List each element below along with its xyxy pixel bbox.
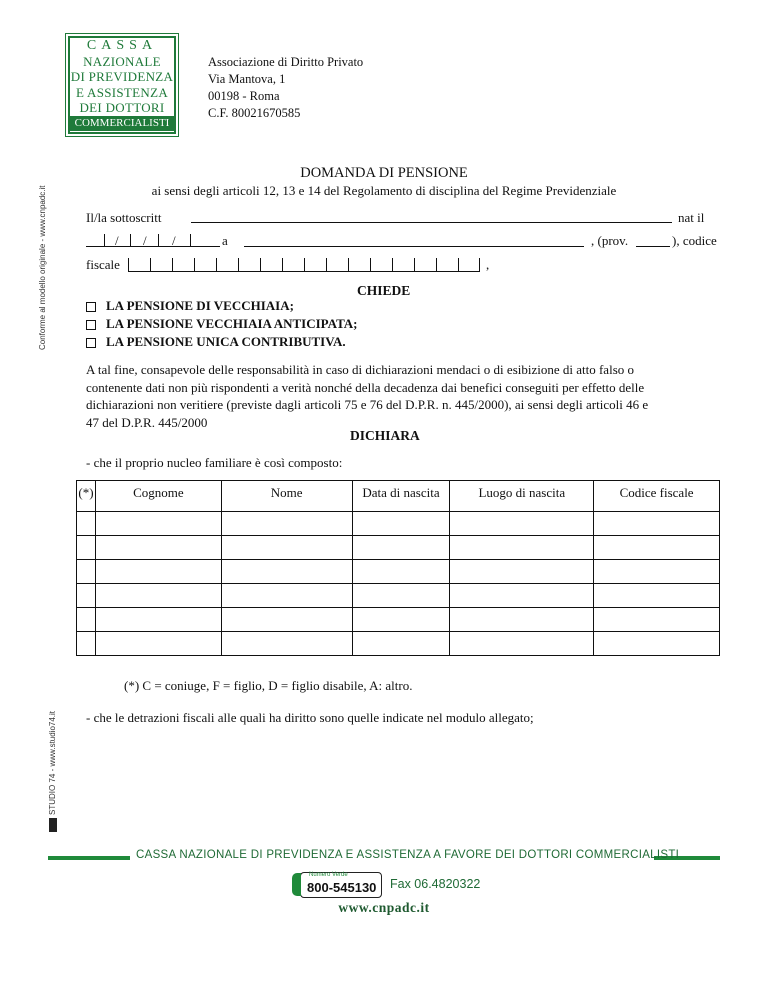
footer-fax: Fax 06.4820322: [390, 877, 481, 891]
table-row: [77, 632, 720, 656]
studio-logo-icon: [49, 818, 57, 832]
address-line-4: C.F. 80021670585: [208, 106, 301, 120]
phone-icon: [292, 873, 301, 896]
option-label-vecchiaia: LA PENSIONE DI VECCHIAIA;: [106, 298, 294, 313]
logo-line-3: DI PREVIDENZA: [70, 69, 174, 84]
date-slash-2: /: [143, 233, 147, 248]
birth-place-field[interactable]: [244, 246, 584, 247]
table-cell[interactable]: [450, 584, 594, 608]
table-cell[interactable]: [352, 584, 450, 608]
paragraph-line-1: A tal fine, consapevole delle responsabilità in caso di dichiarazioni mendaci o di esibizione di atto falso o: [86, 362, 634, 377]
table-cell[interactable]: [77, 584, 96, 608]
table-cell[interactable]: [77, 536, 96, 560]
col-header-relation: (*): [77, 481, 96, 512]
chiede-heading: CHIEDE: [357, 283, 411, 298]
dichiara-heading: DICHIARA: [350, 428, 420, 443]
nucleo-familiare-item: - che il proprio nucleo familiare è così composto:: [86, 455, 343, 470]
table-cell[interactable]: [77, 560, 96, 584]
address-line-1: Associazione di Diritto Privato: [208, 55, 364, 69]
document-subtitle: ai sensi degli articoli 12, 13 e 14 del Regolamento di disciplina del Regime Previdenziale: [151, 183, 617, 198]
table-cell[interactable]: [594, 608, 720, 632]
table-cell[interactable]: [95, 608, 221, 632]
table-cell[interactable]: [594, 536, 720, 560]
date-slash-3: /: [172, 233, 176, 248]
table-cell[interactable]: [450, 512, 594, 536]
fiscale-label: fiscale: [86, 257, 120, 272]
option-checkbox-anticipata[interactable]: [86, 320, 96, 330]
table-cell[interactable]: [450, 536, 594, 560]
family-table: [76, 480, 720, 656]
table-cell[interactable]: [352, 608, 450, 632]
table-cell[interactable]: [352, 560, 450, 584]
document-title: DOMANDA DI PENSIONE: [300, 165, 468, 181]
table-cell[interactable]: [95, 632, 221, 656]
table-cell[interactable]: [594, 560, 720, 584]
table-cell[interactable]: [594, 632, 720, 656]
table-cell[interactable]: [95, 536, 221, 560]
fiscale-comma: ,: [486, 257, 490, 272]
address-line-2: Via Mantova, 1: [208, 72, 286, 86]
side-text-top: Conforme al modello originale - www.cnpadc.it: [38, 185, 47, 350]
table-header-row: [77, 481, 720, 512]
table-row: [77, 536, 720, 560]
sottoscritto-label: Il/la sottoscritt: [86, 210, 162, 225]
logo-line-4: E ASSISTENZA: [75, 84, 169, 100]
table-cell[interactable]: [95, 560, 221, 584]
address-line-3: 00198 - Roma: [208, 89, 280, 103]
table-cell[interactable]: [77, 512, 96, 536]
col-header-luogo-nascita: Luogo di nascita: [450, 481, 594, 512]
table-row: [77, 584, 720, 608]
table-note: (*) C = coniuge, F = figlio, D = figlio disabile, A: altro.: [124, 678, 413, 693]
table-cell[interactable]: [450, 632, 594, 656]
table-row: [77, 560, 720, 584]
table-row: [77, 608, 720, 632]
col-header-nome: Nome: [221, 481, 352, 512]
logo-line-2: NAZIONALE: [83, 53, 161, 69]
table-cell[interactable]: [77, 608, 96, 632]
numero-verde-number: 800-545130: [307, 880, 377, 895]
table-cell[interactable]: [594, 512, 720, 536]
table-row: [77, 512, 720, 536]
paragraph-line-4: 47 del D.P.R. 445/2000: [86, 414, 208, 430]
paragraph-line-3: dichiarazioni non veritiere (previste dagli articoli 75 e 76 del D.P.R. n. 445/2000), ai sensi degli articoli 46 e: [86, 397, 649, 412]
address-block: [208, 54, 363, 122]
table-cell[interactable]: [352, 512, 450, 536]
side-text-bottom: [48, 711, 57, 832]
declaration-paragraph: [86, 361, 648, 431]
table-cell[interactable]: [95, 584, 221, 608]
paragraph-line-2: contenente dati non più rispondenti a verità nonché della decadenza dai benefici conseguiti per effetto delle: [86, 379, 645, 395]
date-slash-1: /: [115, 233, 119, 248]
table-cell[interactable]: [594, 584, 720, 608]
prov-label: , (prov.: [591, 233, 629, 248]
table-cell[interactable]: [450, 560, 594, 584]
prov-field[interactable]: [636, 246, 670, 247]
table-cell[interactable]: [221, 512, 352, 536]
cassa-logo: [68, 36, 176, 134]
col-header-cognome: Cognome: [95, 481, 221, 512]
table-cell[interactable]: [221, 584, 352, 608]
col-header-codice-fiscale: Codice fiscale: [594, 481, 720, 512]
option-label-anticipata: LA PENSIONE VECCHIAIA ANTICIPATA;: [106, 316, 358, 331]
logo-line-1: CASSA: [86, 38, 158, 53]
a-label: a: [222, 233, 228, 248]
table-cell[interactable]: [450, 608, 594, 632]
table-cell[interactable]: [95, 512, 221, 536]
col-header-data-nascita: Data di nascita: [352, 481, 450, 512]
option-checkbox-vecchiaia[interactable]: [86, 302, 96, 312]
numero-verde-badge: [300, 872, 382, 898]
codice-fiscale-field[interactable]: [128, 256, 480, 272]
footer-website-link[interactable]: www.cnpadc.it: [338, 900, 430, 915]
name-field[interactable]: [191, 222, 672, 223]
table-cell[interactable]: [221, 536, 352, 560]
side-text-bottom-label: STUDIO 74 - www.studio74.it: [48, 710, 57, 815]
birth-date-field[interactable]: [86, 233, 220, 247]
table-cell[interactable]: [221, 560, 352, 584]
table-cell[interactable]: [221, 632, 352, 656]
codice-label: ), codice: [672, 233, 717, 248]
table-cell[interactable]: [352, 536, 450, 560]
option-checkbox-contributiva[interactable]: [86, 338, 96, 348]
table-cell[interactable]: [221, 608, 352, 632]
logo-line-6: COMMERCIALISTI: [70, 116, 174, 132]
option-label-contributiva: LA PENSIONE UNICA CONTRIBUTIVA.: [106, 334, 346, 349]
nat-il-label: nat il: [678, 210, 705, 225]
footer-org-name: CASSA NAZIONALE DI PREVIDENZA E ASSISTENZA A FAVORE DEI DOTTORI COMMERCIALISTI: [136, 849, 680, 861]
footer-bar-left: [48, 856, 130, 860]
table-cell[interactable]: [352, 632, 450, 656]
logo-line-5: DEI DOTTORI: [79, 100, 165, 115]
detrazioni-item: - che le detrazioni fiscali alle quali ha diritto sono quelle indicate nel modulo allegato;: [86, 710, 534, 725]
numero-verde-label: Numero Verde: [309, 872, 348, 878]
table-cell[interactable]: [77, 632, 96, 656]
